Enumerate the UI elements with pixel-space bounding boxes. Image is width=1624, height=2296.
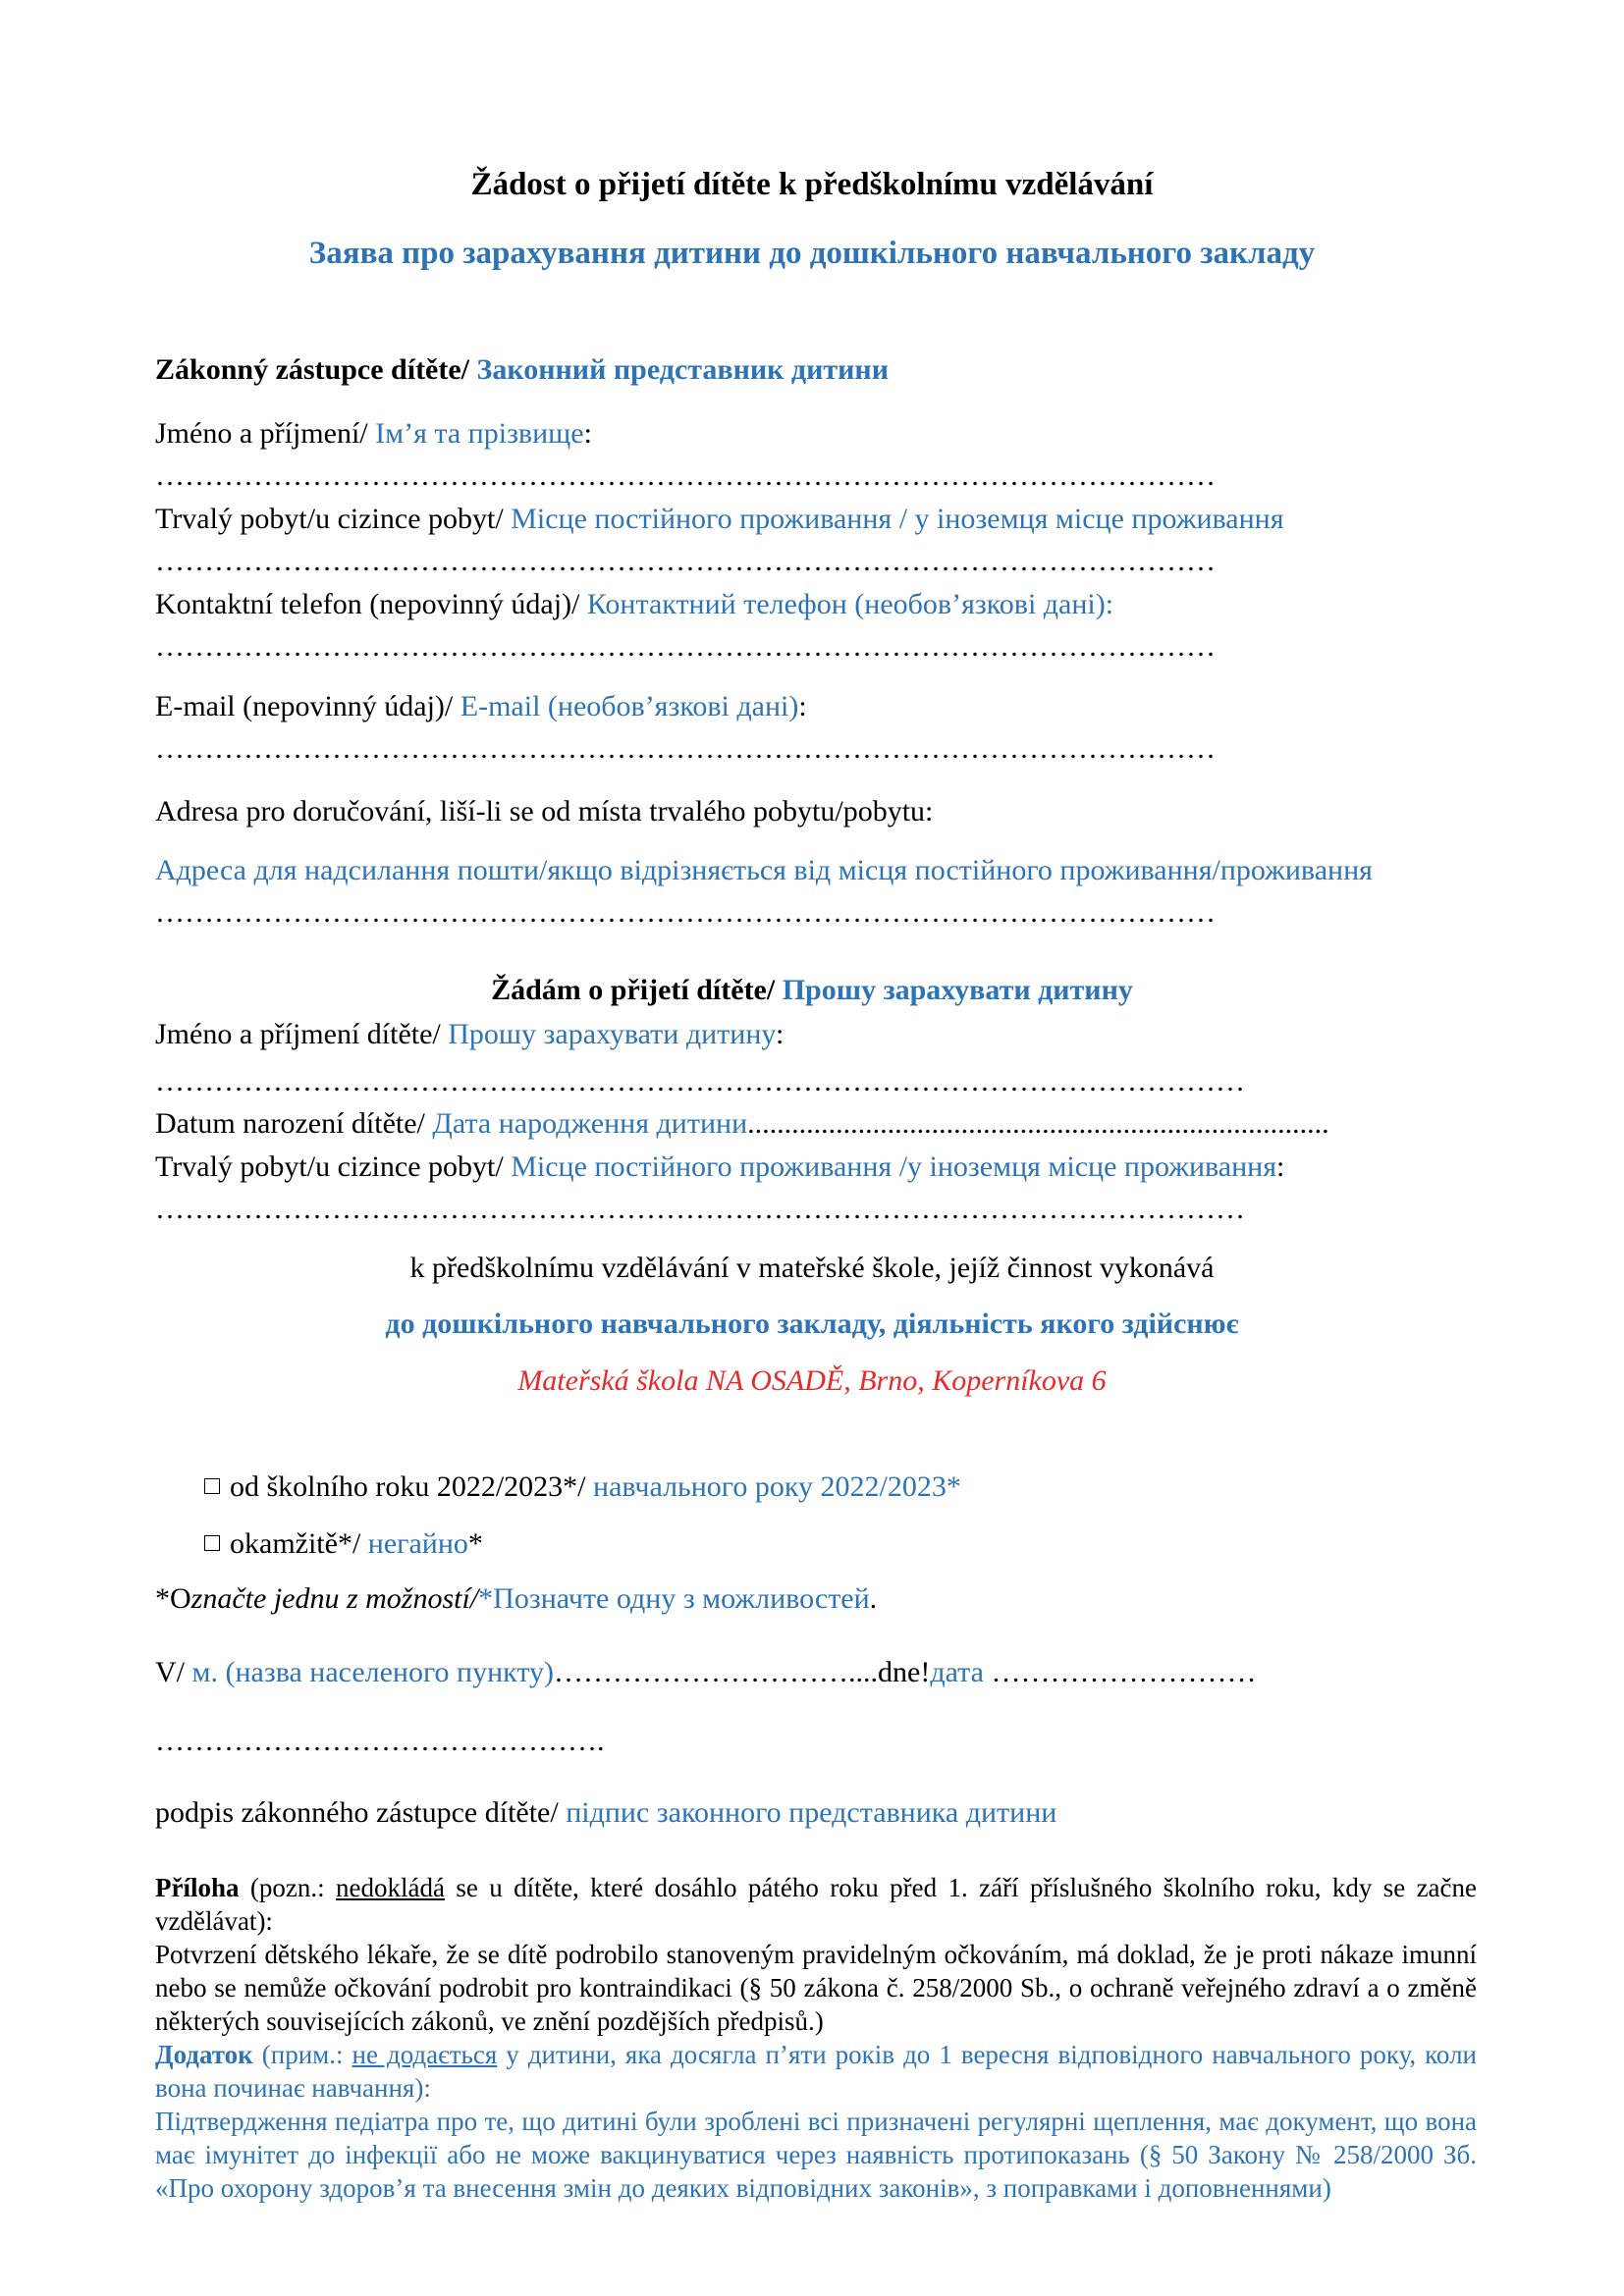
- option-immediately-tail: *: [467, 1527, 483, 1560]
- attachment-p3-a: (прим.:: [252, 2040, 352, 2069]
- child-residence-label-colon: :: [1276, 1150, 1285, 1183]
- school-name: Mateřská škola NA OSADĚ, Brno, Koperníkova 6: [517, 1364, 1107, 1397]
- residence-label-ua: Місце постійного проживання / у іноземця місце проживання: [503, 503, 1284, 535]
- residence-fill-line[interactable]: ………………………………………………………………………………………………: [155, 545, 1216, 577]
- email-label-colon: :: [798, 690, 807, 722]
- child-residence-label-cz: Trvalý pobyt/u cizince pobyt/: [155, 1150, 504, 1183]
- place-v: V/: [155, 1656, 185, 1688]
- option-note: [155, 1582, 877, 1616]
- representative-heading: [155, 353, 889, 387]
- child-name-label-cz: Jméno a příjmení dítěte/: [155, 1018, 441, 1050]
- phone-label-ua: Контактний телефон (необов’язкові дані):: [579, 588, 1114, 620]
- request-heading-ua: Прошу зарахувати дитину: [775, 974, 1133, 1006]
- child-name-label-ua: Прошу зарахувати дитину: [440, 1018, 776, 1050]
- option-note-star: *O: [155, 1582, 191, 1615]
- school-line-ua: до дошкільного навчального закладу, діяльність якого здійснює: [385, 1308, 1239, 1340]
- checkbox-school-year[interactable]: [204, 1478, 220, 1494]
- signature-label-cz: podpis zákonného zástupce dítěte/: [155, 1796, 559, 1829]
- email-label: [155, 690, 807, 723]
- child-residence-fill-line[interactable]: …………………………………………………………………………………………………: [155, 1193, 1245, 1225]
- attachment-text-ua: Підтвердження педіатра про те, що дитині були зроблені всі призначені регулярні щеплення, має документ, що вона має імунітет до інфекції або не може вакцинуватися через наявність протипоказань (§ 50 Закону № 258/2000 Зб. «Про охорону здоров’я та внесення змін до деяких відповідних законів», з поправками і доповненнями): [155, 2107, 1477, 2203]
- option-school-year[interactable]: [204, 1470, 961, 1504]
- email-fill-line[interactable]: ………………………………………………………………………………………………: [155, 732, 1216, 765]
- phone-label-cz: Kontaktní telefon (nepovinný údaj)/: [155, 588, 580, 620]
- address-fill-line[interactable]: ………………………………………………………………………………………………: [155, 896, 1216, 929]
- place-fill-line[interactable]: …………………………....: [554, 1656, 879, 1688]
- child-name-label-colon: :: [776, 1018, 785, 1050]
- child-residence-label-ua: Місце постійного проживання /у іноземця місце проживання: [503, 1150, 1277, 1183]
- email-label-ua: E-mail (необов’язкові дані): [453, 690, 799, 722]
- title-ukrainian: Заява про зарахування дитини до дошкільного навчального закладу: [308, 236, 1316, 271]
- attachment-note-ua: [155, 2038, 1477, 2105]
- option-immediately-cz: okamžitě*/: [230, 1527, 361, 1560]
- name-label-colon: :: [583, 417, 592, 450]
- phone-label: [155, 588, 1113, 621]
- attachment-p3-underlined: не додається: [352, 2040, 498, 2069]
- attachment-note-cz: [155, 1871, 1477, 1938]
- signature-fill-line[interactable]: ……………………………………….: [155, 1725, 605, 1757]
- birth-fill-line[interactable]: ...............................................................................: [747, 1107, 1329, 1140]
- signature-label: [155, 1796, 1056, 1830]
- request-heading-cz: Žádám o přijetí dítěte/: [491, 974, 776, 1006]
- address-label-cz: Adresa pro doručování, liší-li se od místa trvalého pobytu/pobytu:: [155, 795, 934, 828]
- signature-label-ua: підпис законного представника дитини: [558, 1796, 1057, 1829]
- representative-heading-cz: Zákonný zástupce dítěte/: [155, 353, 470, 386]
- option-immediately[interactable]: [204, 1527, 483, 1561]
- name-label-ua: Ім’я та прізвище: [367, 417, 584, 450]
- phone-fill-line[interactable]: ………………………………………………………………………………………………: [155, 630, 1216, 663]
- email-label-cz: E-mail (nepovinný údaj)/: [155, 690, 454, 722]
- name-fill-line[interactable]: ………………………………………………………………………………………………: [155, 459, 1216, 492]
- checkbox-immediately[interactable]: [204, 1535, 220, 1551]
- birth-label-cz: Datum narození dítěte/: [155, 1107, 425, 1140]
- attachment-p3-b: у дитини, яка досягла п’яти років до 1 вересня відповідного навчального року, коли вона починає навчання):: [155, 2040, 1477, 2103]
- address-label-ua: Адреса для надсилання пошти/якщо відрізняється від місця постійного проживання/проживання: [155, 854, 1373, 886]
- option-note-end: .: [869, 1582, 878, 1615]
- representative-heading-ua: Законний представник дитини: [469, 353, 889, 386]
- date-fill-line[interactable]: ………………………: [983, 1656, 1257, 1688]
- title-czech: Žádost o přijetí dítěte k předškolnímu vzdělávání: [470, 167, 1154, 202]
- birth-label-ua: Дата народження дитини: [424, 1107, 748, 1140]
- option-note-cz: značte jednu z možností/: [190, 1582, 479, 1615]
- date-label-ua: дата: [930, 1656, 984, 1688]
- attachment-text-cz: Potvrzení dětského lékaře, že se dítě podrobilo stanoveným pravidelným očkováním, má doklad, že je proti nákaze imunní nebo se nemůže očkování podrobit pro kontraindikaci (§ 50 zákona č. 258/2000 Sb., o ochraně veřejného zdraví a o změně některých souvisejících zákonů, ve znění pozdějších předpisů.): [155, 1940, 1477, 2036]
- name-label-cz: Jméno a příjmení/: [155, 417, 368, 450]
- option-school-year-cz: od školního roku 2022/2023*/: [230, 1470, 586, 1503]
- name-label: [155, 417, 592, 451]
- attachment-p1-underlined: nedokládá: [336, 1873, 445, 1902]
- option-note-ua: *Позначте одну з можливостей: [478, 1582, 870, 1615]
- option-school-year-ua: навчального року 2022/2023*: [585, 1470, 961, 1503]
- option-immediately-ua: негайно: [360, 1527, 468, 1560]
- date-dne: dne!: [878, 1656, 931, 1688]
- place-label-ua: м. (назва населеного пункту): [185, 1656, 555, 1688]
- attachment-p1-b: se u dítěte, které dosáhlo pátého roku před 1. září příslušného školního roku, kdy se začne vzdělávat):: [155, 1873, 1478, 1936]
- child-name-label: [155, 1018, 784, 1051]
- request-heading: [0, 974, 1624, 1007]
- residence-label: [155, 503, 1284, 536]
- attachment-bold-ua: Додаток: [155, 2040, 253, 2069]
- attachment-p1-a: (pozn.:: [239, 1873, 336, 1902]
- child-name-fill-line[interactable]: …………………………………………………………………………………………………: [155, 1065, 1245, 1097]
- place-date-line: [155, 1656, 1256, 1689]
- child-residence-label: [155, 1150, 1284, 1184]
- attachment-bold-cz: Příloha: [155, 1873, 240, 1902]
- school-line-cz: k předškolnímu vzdělávání v mateřské škole, jejíž činnost vykonává: [409, 1252, 1215, 1284]
- residence-label-cz: Trvalý pobyt/u cizince pobyt/: [155, 503, 504, 535]
- birth-label: [155, 1107, 1329, 1141]
